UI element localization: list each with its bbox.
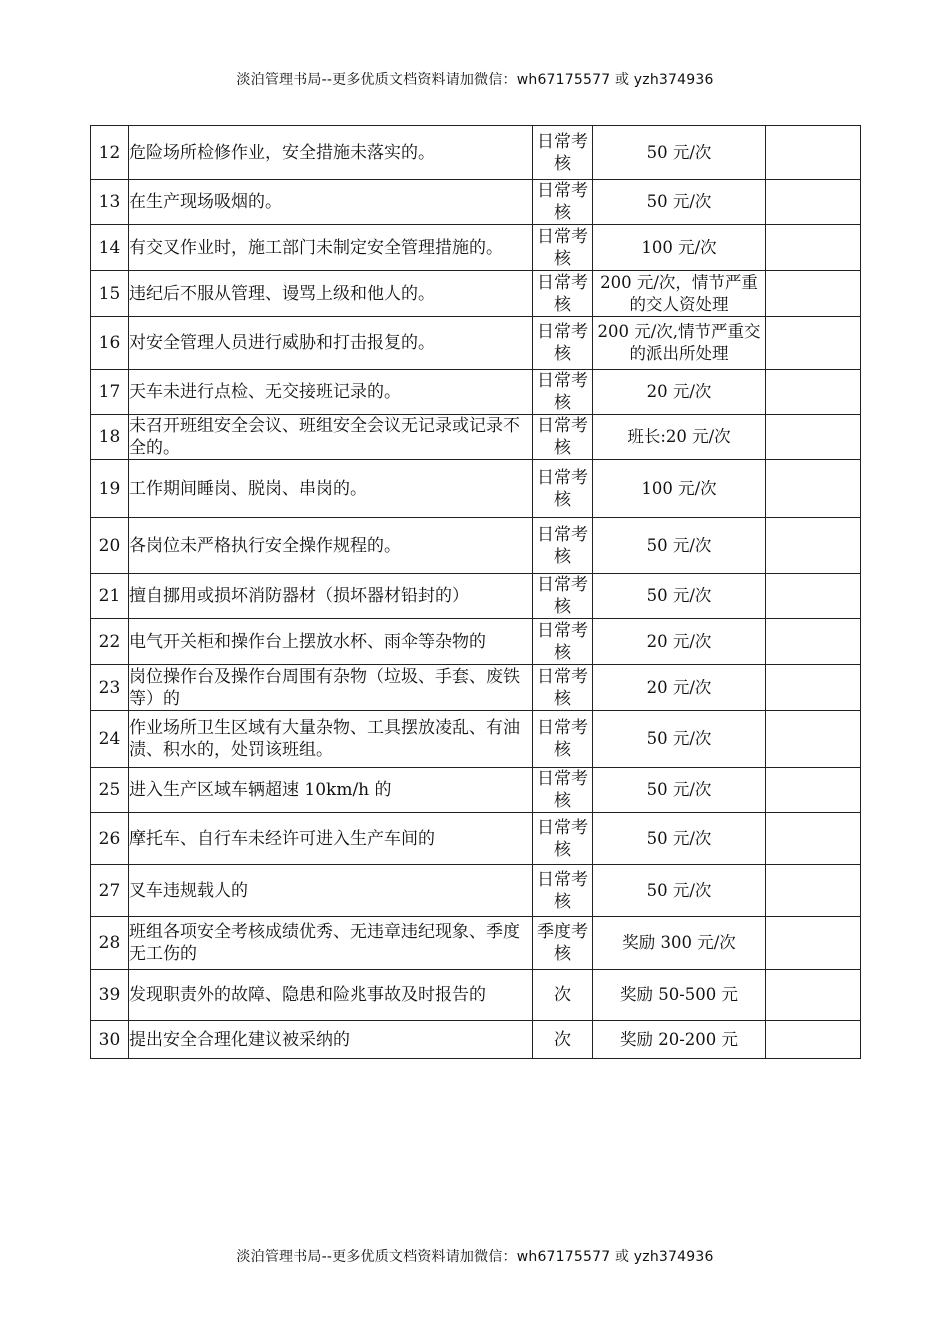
row-item: 未召开班组安全会议、班组安全会议无记录或记录不全的。 [129, 415, 533, 460]
row-item: 作业场所卫生区域有大量杂物、工具摆放凌乱、有油渍、积水的，处罚该班组。 [129, 711, 533, 768]
table-row [91, 460, 861, 518]
row-number: 26 [91, 813, 129, 865]
table-row [91, 865, 861, 917]
table-row [91, 370, 861, 415]
row-assessment-type: 日常考核 [533, 518, 593, 574]
row-number: 25 [91, 768, 129, 813]
row-amount: 50 元/次 [593, 574, 766, 619]
row-number: 27 [91, 865, 129, 917]
row-item: 岗位操作台及操作台周围有杂物（垃圾、手套、废铁等）的 [129, 665, 533, 711]
table-row [91, 917, 861, 970]
table-row [91, 180, 861, 225]
row-assessment-type: 次 [533, 970, 593, 1021]
row-remark [766, 917, 861, 970]
row-remark [766, 415, 861, 460]
row-item: 电气开关柜和操作台上摆放水杯、雨伞等杂物的 [129, 619, 533, 665]
row-number: 17 [91, 370, 129, 415]
row-assessment-type: 日常考核 [533, 865, 593, 917]
row-number: 23 [91, 665, 129, 711]
row-assessment-type: 日常考核 [533, 768, 593, 813]
row-assessment-type: 日常考核 [533, 460, 593, 518]
row-remark [766, 574, 861, 619]
row-number: 13 [91, 180, 129, 225]
row-assessment-type: 日常考核 [533, 711, 593, 768]
row-remark [766, 225, 861, 271]
page-header: 淡泊管理书局--更多优质文档资料请加微信：wh67175577 或 yzh374936 [236, 72, 714, 88]
row-remark [766, 665, 861, 711]
page-footer: 淡泊管理书局--更多优质文档资料请加微信：wh67175577 或 yzh374936 [236, 1249, 714, 1265]
row-number: 24 [91, 711, 129, 768]
table-row [91, 665, 861, 711]
row-item: 有交叉作业时，施工部门未制定安全管理措施的。 [129, 225, 533, 271]
row-item: 违纪后不服从管理、谩骂上级和他人的。 [129, 271, 533, 317]
row-number: 15 [91, 271, 129, 317]
row-number: 21 [91, 574, 129, 619]
row-assessment-type: 日常考核 [533, 271, 593, 317]
row-item: 进入生产区域车辆超速 10km/h 的 [129, 768, 533, 813]
row-number: 28 [91, 917, 129, 970]
table-row [91, 768, 861, 813]
row-amount: 20 元/次 [593, 370, 766, 415]
row-amount: 20 元/次 [593, 665, 766, 711]
row-remark [766, 865, 861, 917]
row-amount: 50 元/次 [593, 180, 766, 225]
row-amount: 50 元/次 [593, 518, 766, 574]
row-number: 20 [91, 518, 129, 574]
row-remark [766, 619, 861, 665]
row-assessment-type: 日常考核 [533, 370, 593, 415]
row-item: 在生产现场吸烟的。 [129, 180, 533, 225]
row-item: 叉车违规载人的 [129, 865, 533, 917]
row-remark [766, 317, 861, 370]
row-assessment-type: 日常考核 [533, 225, 593, 271]
row-amount: 50 元/次 [593, 711, 766, 768]
table-row [91, 619, 861, 665]
row-assessment-type: 日常考核 [533, 317, 593, 370]
row-assessment-type: 日常考核 [533, 126, 593, 180]
row-assessment-type: 日常考核 [533, 574, 593, 619]
row-remark [766, 180, 861, 225]
row-assessment-type: 季度考核 [533, 917, 593, 970]
row-amount: 100 元/次 [593, 460, 766, 518]
row-remark [766, 518, 861, 574]
row-remark [766, 1021, 861, 1059]
row-remark [766, 768, 861, 813]
row-number: 19 [91, 460, 129, 518]
row-amount: 50 元/次 [593, 865, 766, 917]
row-assessment-type: 日常考核 [533, 619, 593, 665]
row-item: 危险场所检修作业，安全措施未落实的。 [129, 126, 533, 180]
row-item: 天车未进行点检、无交接班记录的。 [129, 370, 533, 415]
row-assessment-type: 日常考核 [533, 415, 593, 460]
row-amount: 50 元/次 [593, 813, 766, 865]
row-assessment-type: 日常考核 [533, 180, 593, 225]
row-number: 39 [91, 970, 129, 1021]
table-row [91, 711, 861, 768]
row-remark [766, 370, 861, 415]
row-amount: 50 元/次 [593, 768, 766, 813]
row-remark [766, 271, 861, 317]
row-remark [766, 126, 861, 180]
row-item: 班组各项安全考核成绩优秀、无违章违纪现象、季度无工伤的 [129, 917, 533, 970]
row-amount: 奖励 50-500 元 [593, 970, 766, 1021]
row-item: 对安全管理人员进行威胁和打击报复的。 [129, 317, 533, 370]
row-item: 擅自挪用或损坏消防器材（损坏器材铅封的） [129, 574, 533, 619]
row-amount: 200 元/次,情节严重交的派出所处理 [593, 317, 766, 370]
row-amount: 奖励 20-200 元 [593, 1021, 766, 1059]
row-number: 22 [91, 619, 129, 665]
row-remark [766, 970, 861, 1021]
table-row [91, 970, 861, 1021]
row-number: 14 [91, 225, 129, 271]
row-item: 提出安全合理化建议被采纳的 [129, 1021, 533, 1059]
row-assessment-type: 日常考核 [533, 665, 593, 711]
row-amount: 100 元/次 [593, 225, 766, 271]
table-row [91, 415, 861, 460]
row-number: 18 [91, 415, 129, 460]
row-item: 摩托车、自行车未经许可进入生产车间的 [129, 813, 533, 865]
table-row [91, 271, 861, 317]
row-amount: 20 元/次 [593, 619, 766, 665]
row-assessment-type: 日常考核 [533, 813, 593, 865]
row-number: 16 [91, 317, 129, 370]
penalty-table-body [91, 126, 861, 1059]
row-remark [766, 813, 861, 865]
table-row [91, 518, 861, 574]
row-remark [766, 460, 861, 518]
table-row [91, 1021, 861, 1059]
table-row [91, 126, 861, 180]
row-remark [766, 711, 861, 768]
row-item: 各岗位未严格执行安全操作规程的。 [129, 518, 533, 574]
row-item: 发现职责外的故障、隐患和险兆事故及时报告的 [129, 970, 533, 1021]
table-row [91, 813, 861, 865]
row-amount: 奖励 300 元/次 [593, 917, 766, 970]
row-number: 30 [91, 1021, 129, 1059]
penalty-table [90, 125, 861, 1059]
table-row [91, 225, 861, 271]
row-number: 12 [91, 126, 129, 180]
row-amount: 班长:20 元/次 [593, 415, 766, 460]
row-amount: 50 元/次 [593, 126, 766, 180]
table-row [91, 574, 861, 619]
row-assessment-type: 次 [533, 1021, 593, 1059]
row-amount: 200 元/次，情节严重的交人资处理 [593, 271, 766, 317]
table-row [91, 317, 861, 370]
row-item: 工作期间睡岗、脱岗、串岗的。 [129, 460, 533, 518]
